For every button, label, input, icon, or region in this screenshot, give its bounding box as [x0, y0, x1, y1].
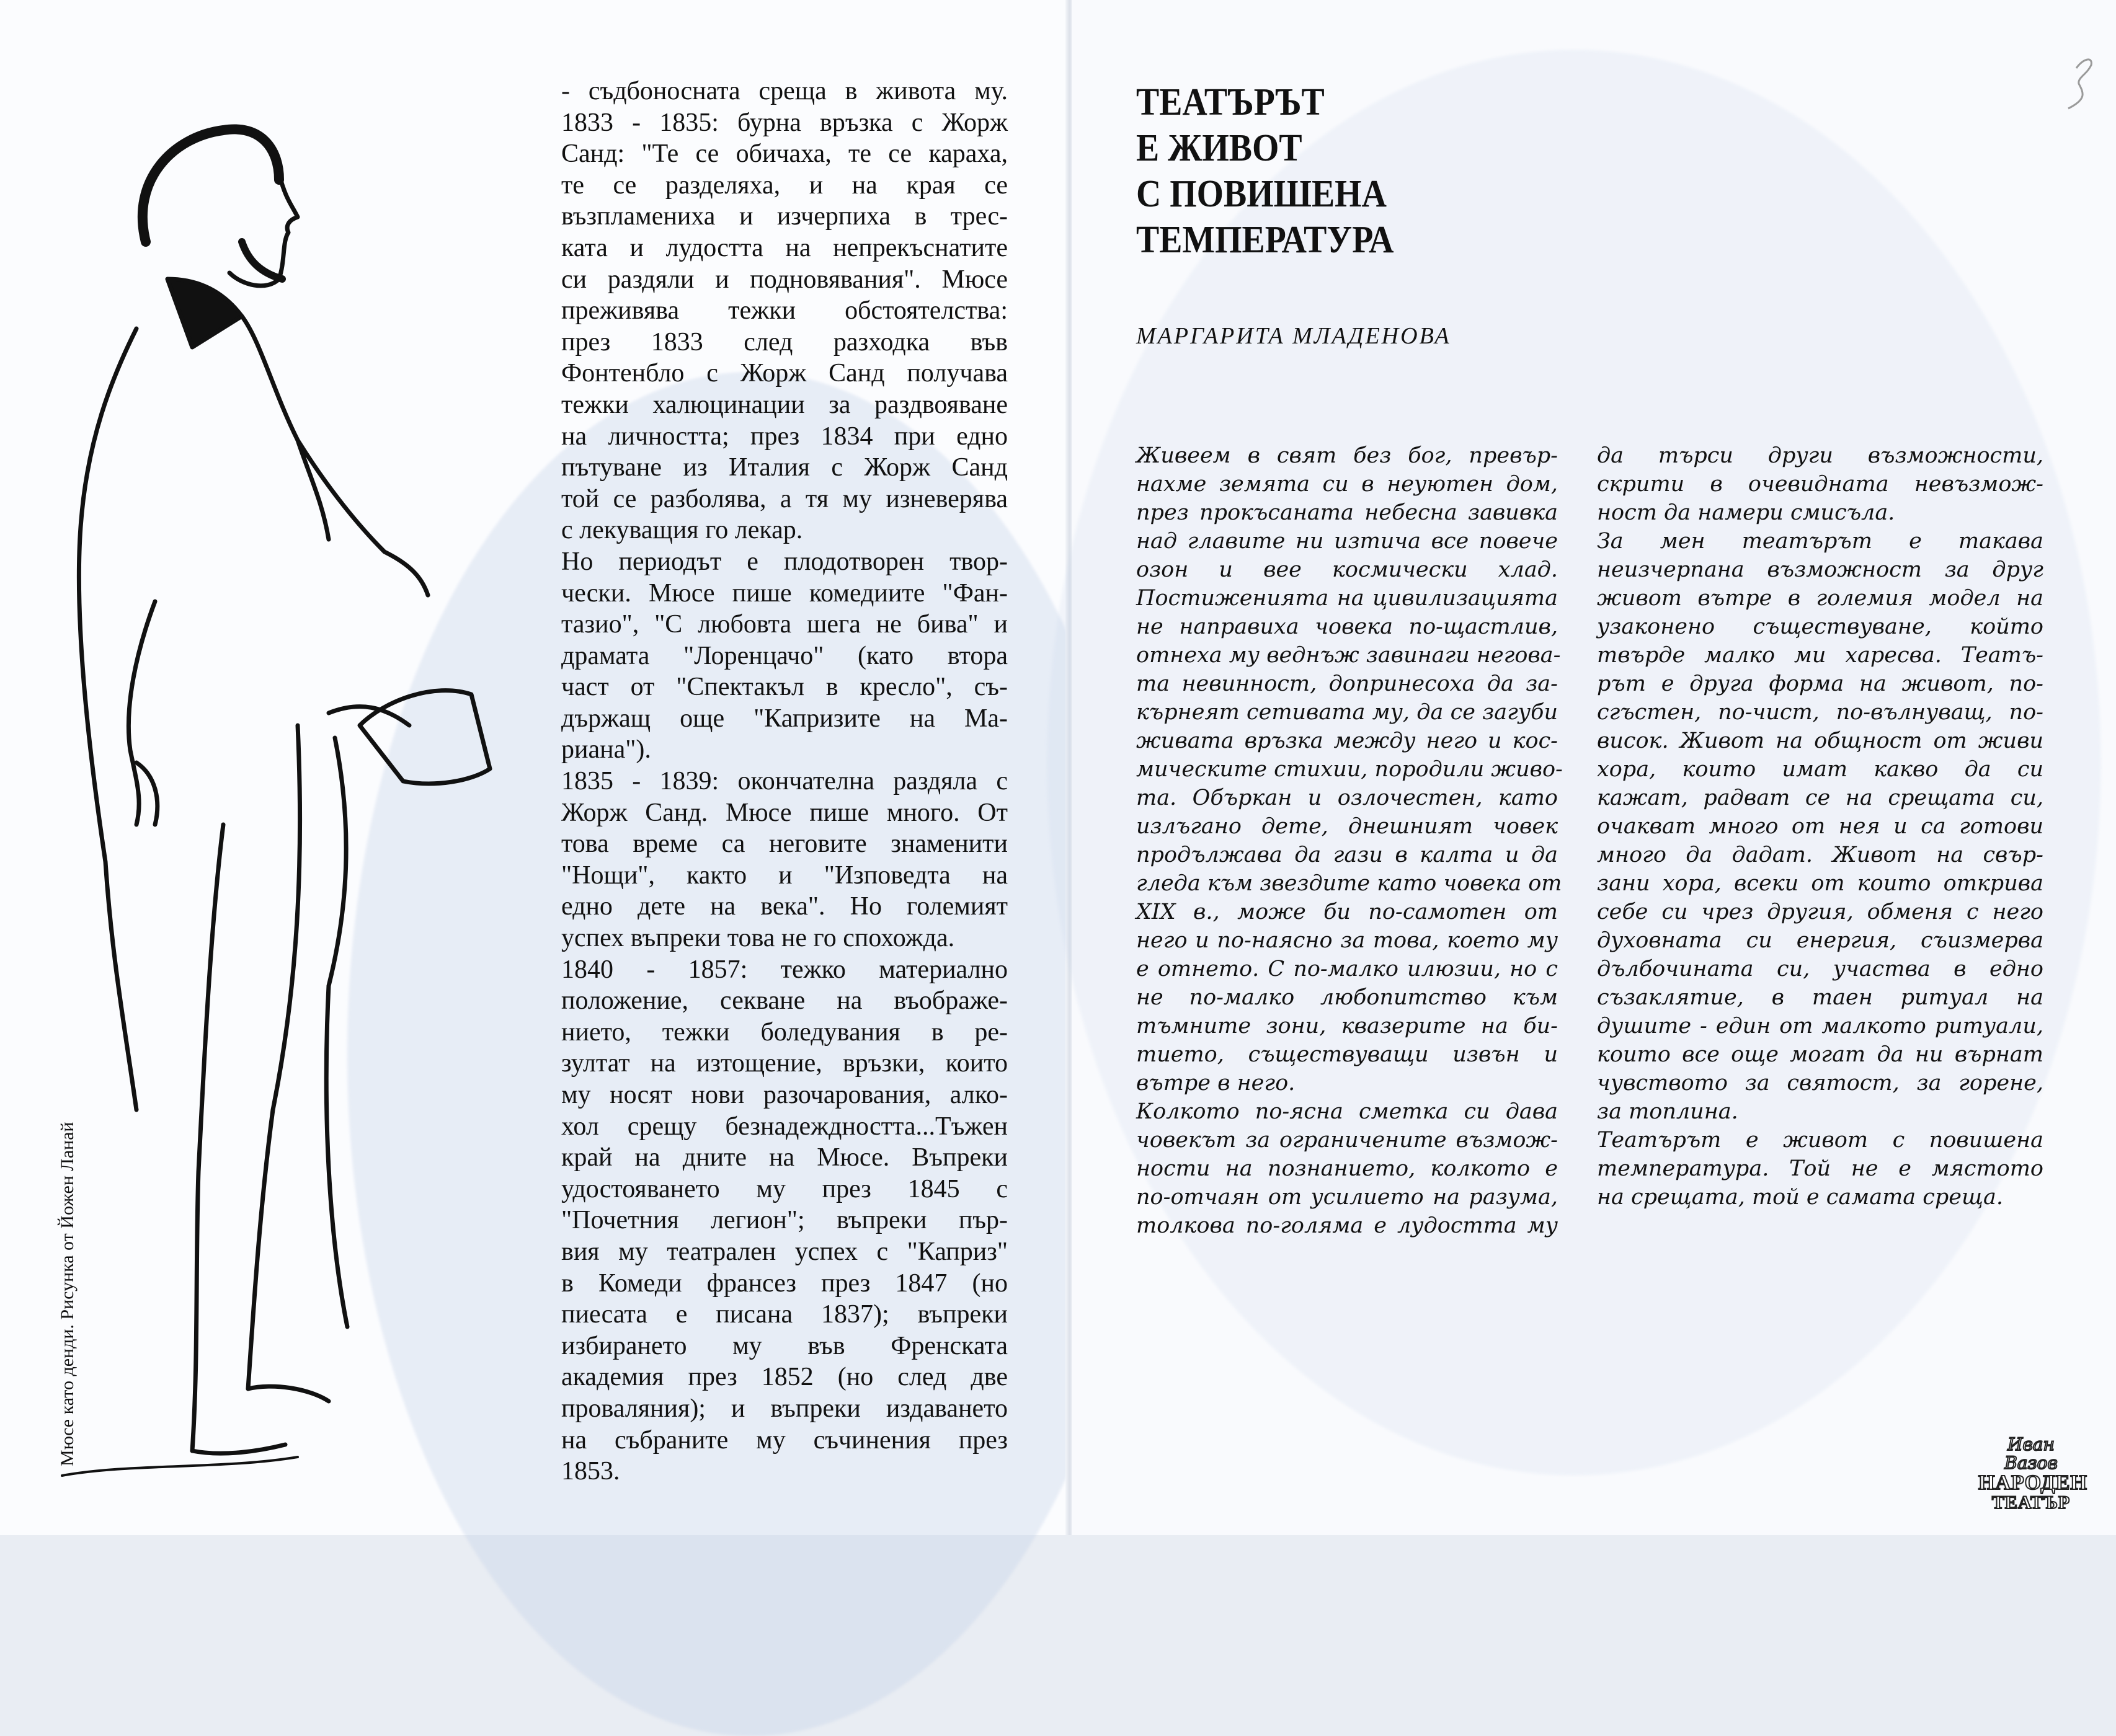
text-line: проваляния); и въпреки издаването — [561, 1394, 1008, 1423]
text-line: скрити в очевидната невъзмож- — [1597, 472, 2043, 497]
text-line: зултат на изтощение, връзки, които — [561, 1049, 1008, 1078]
coat-front — [242, 316, 329, 539]
article-title — [1136, 79, 1394, 263]
text-line: него и по-наясно за това, което му — [1136, 928, 1558, 953]
text-line: на събраните му съчинения през — [561, 1425, 1008, 1455]
text-line: За мен театърът е такава — [1597, 529, 2043, 554]
text-line: 1840 - 1857: тежко материално — [561, 955, 1008, 984]
text-line: вия му театрален успех с "Каприз" — [561, 1237, 1008, 1266]
hair-stroke — [143, 129, 279, 242]
text-line: част от "Спектакъл в кресло", съ- — [561, 673, 1008, 702]
text-line: му носят нови разочарования, алко- — [561, 1081, 1008, 1109]
essay-column-1 — [1136, 441, 1563, 1240]
text-line: ката и лудостта на непрекъснатите — [561, 233, 1008, 262]
text-line: си раздяли и подновявания". Мюсе — [561, 265, 1008, 294]
text-line: неизчерпана възможност за друг — [1597, 557, 2043, 582]
leg-front — [248, 725, 300, 1389]
text-line: човекът за ограничените възмож- — [1136, 1128, 1558, 1153]
text-line: това време са неговите знаменити — [561, 830, 1008, 859]
text-line: държащ още "Капризите на Ма- — [561, 704, 1008, 733]
text-line: XIX в., може би по-самотен от — [1136, 900, 1558, 924]
text-line: Постиженията на цивилизацията — [1136, 586, 1558, 611]
text-line: 1833 - 1835: бурна връзка с Жорж — [561, 108, 1008, 137]
shoe-front — [248, 1386, 329, 1401]
text-line: в Комеди франсез през 1847 (но — [561, 1269, 1008, 1298]
text-line: Театърът е живот с повишена — [1597, 1128, 2043, 1153]
beard — [242, 242, 282, 279]
shoe-back — [192, 1445, 285, 1453]
text-line: рът е друга форма на живот, по- — [1597, 671, 2043, 696]
title-line: С ПОВИШЕНА — [1136, 173, 1387, 215]
text-line: съзаклятие, в таен ритуал на — [1597, 985, 2043, 1010]
text-line: пиесата е писана 1837); въпреки — [561, 1300, 1008, 1329]
text-line: та невинност, допринесоха да за- — [1136, 671, 1558, 696]
arm-back — [128, 601, 155, 825]
text-line: преживява тежки обстоятелства: — [561, 296, 1008, 326]
text-line: 1835 - 1839: окончателна раздяла с — [561, 767, 1008, 796]
text-line: духовната си енергия, съизмерва — [1597, 928, 2043, 953]
text-line: през прокъсаната небесна завивка — [1136, 500, 1558, 525]
text-line: Колкото по-ясна сметка си дава — [1136, 1099, 1558, 1124]
leg-back — [192, 825, 223, 1451]
left-page — [0, 0, 1068, 1535]
text-line: живата връзка между него и кос- — [1136, 728, 1558, 753]
logo-script: Иван Вазов — [2004, 1434, 2058, 1473]
text-line: драмата "Лоренцачо" (като втора — [561, 641, 1008, 670]
text-line: мическите стихии, породили живо- — [1136, 757, 1563, 782]
text-line: нието, тежки боледувания в ре- — [561, 1017, 1008, 1047]
text-line: Жорж Санд. Мюсе пише много. От — [561, 798, 1008, 827]
text-line: не направиха човека по-щастлив, — [1136, 614, 1558, 639]
text-line: гледа към звездите като човека от — [1136, 871, 1562, 896]
author-name: МАРГАРИТА МЛАДЕНОВА — [1136, 323, 1451, 349]
text-line: те се разделяха, и на края се — [561, 170, 1008, 200]
illustration-caption: Мюсе като денди. Рисунка от Йожен Ланай — [57, 1122, 78, 1466]
text-line: ности на познанието, колкото е — [1136, 1156, 1558, 1181]
text-line: живот вътре в големия модел на — [1597, 586, 2043, 611]
text-line: озон и вее космически хлад. — [1136, 557, 1558, 582]
text-line: чески. Мюсе пише комедиите "Фан- — [561, 578, 1008, 608]
text-line: сгъстен, по-чист, по-вълнуващ, по- — [1597, 700, 2043, 725]
text-line: по-отчаян от усилието на разума, — [1136, 1185, 1558, 1210]
text-line: вътре в него. — [1136, 1071, 1296, 1096]
left-body-text — [561, 76, 1008, 1487]
text-line: Санд: "Те се обичаха, те се караха, — [561, 140, 1008, 169]
text-line: хол срещу безнадеждността...Тъжен — [561, 1112, 1008, 1141]
text-line: отнеха му веднъж завинаги негова- — [1136, 643, 1561, 668]
arm-front — [298, 440, 428, 595]
dandy-illustration — [37, 56, 521, 1500]
pencil-page-number — [2065, 43, 2096, 112]
text-line: не по-малко любопитство към — [1136, 985, 1558, 1010]
text-line: едно дете на века". Но големият — [561, 892, 1008, 921]
logo-line-1: НАРОДЕН — [1978, 1471, 2087, 1494]
text-line: Живеем в свят без бог, превър- — [1136, 443, 1558, 468]
text-line: толкова по-голяма е лудостта му — [1136, 1213, 1558, 1238]
text-line: много да дадат. Живот на свър- — [1597, 843, 2043, 867]
text-line: хора, които имат какво да си — [1597, 757, 2043, 782]
text-line: да търси други възможности, — [1597, 443, 2043, 468]
logo-line-2: ТЕАТЪР — [1991, 1492, 2071, 1513]
text-line: температура. Той не е мястото — [1597, 1156, 2043, 1181]
text-line: през 1833 след разходка във — [561, 327, 1008, 356]
text-line: риана"). — [561, 735, 651, 764]
text-line: е отнето. С по-малко илюзии, но с — [1136, 957, 1558, 981]
text-line: на личността; през 1834 при едно — [561, 422, 1008, 451]
leg-back-outline — [326, 738, 347, 1327]
text-line: себе си чрез другия, обменя с него — [1597, 900, 2043, 924]
text-line: които все още могат да ни върнат — [1597, 1042, 2043, 1067]
text-line: тието, съществуващи извън и — [1136, 1042, 1558, 1067]
text-line: пътуване из Италия с Жорж Санд — [561, 453, 1008, 482]
text-line: Но периодът е плодотворен твор- — [561, 547, 1008, 576]
title-line: ТЕМПЕРАТУРА — [1136, 219, 1394, 261]
text-line: възпламениха и изчерпиха в трес- — [561, 202, 1008, 231]
text-line: продължава да гази в калта и да — [1136, 843, 1558, 867]
text-line: положение, секване на въображе- — [561, 986, 1008, 1016]
text-line: ност да намери смисъла. — [1597, 500, 1895, 525]
title-line: ТЕАТЪРЪТ — [1136, 81, 1325, 123]
text-line: тъмните зони, квазерите на би- — [1136, 1014, 1558, 1038]
text-line: на срещата, той е самата среща. — [1597, 1185, 2004, 1210]
text-line: той се разболява, а тя му изневерява — [561, 484, 1008, 513]
text-line: твърде малко ми харесва. Театъ- — [1597, 643, 2043, 668]
text-line: тежки халюцинации за раздвояване — [561, 390, 1008, 419]
essay-column-2 — [1597, 441, 2043, 1211]
text-line: висок. Живот на общност от живи — [1597, 728, 2043, 753]
text-line: кажат, радват се на срещата си, — [1597, 786, 2043, 810]
text-line: узаконено съществуване, който — [1597, 614, 2043, 639]
text-line: край на дните на Мюсе. Въпреки — [561, 1143, 1008, 1172]
text-line: избирането му във Френската — [561, 1331, 1008, 1360]
text-line: с лекуващия го лекар. — [561, 516, 803, 545]
text-line: зани хора, всеки от които открива — [1597, 871, 2043, 896]
text-line: очакват много от нея и са готови — [1597, 814, 2043, 839]
text-line: тазио", "С любовта шега не бива" и — [561, 610, 1008, 639]
text-line: Фонтенбло с Жорж Санд получава — [561, 359, 1008, 388]
text-line: - съдбоносната среща в живота му. — [561, 77, 1008, 105]
national-theatre-logo — [1978, 1434, 2087, 1513]
ground-shadow — [62, 1457, 298, 1476]
title-line: Е ЖИВОТ — [1136, 127, 1302, 169]
text-line: та. Объркан и озлочестен, като — [1136, 786, 1558, 810]
text-line: над главите ни изтича все повече — [1136, 529, 1558, 554]
collar — [167, 279, 242, 347]
text-line: "Нощи", както и "Изповедта на — [561, 861, 1008, 890]
text-line: излъгано дете, днешният човек — [1136, 814, 1558, 839]
text-line: "Почетния легион"; въпреки пър- — [561, 1206, 1008, 1235]
text-line: академия през 1852 (но след две — [561, 1363, 1008, 1392]
text-line: за топлина. — [1597, 1099, 1738, 1124]
text-line: 1853. — [561, 1457, 620, 1486]
text-line: нахме земята си в неуютен дом, — [1136, 472, 1558, 497]
text-line: успех въпреки това не го спохожда. — [561, 924, 955, 953]
top-hat — [360, 691, 490, 784]
text-line: душите - един от малкото ритуали, — [1597, 1014, 2043, 1038]
text-line: дълбочината си, участва в едно — [1597, 957, 2043, 981]
text-line: удостояването му през 1845 с — [561, 1174, 1008, 1203]
text-line: кърнеят сетивата му, да се загуби — [1136, 700, 1558, 725]
text-line: чувството за святост, за горене, — [1597, 1071, 2043, 1096]
